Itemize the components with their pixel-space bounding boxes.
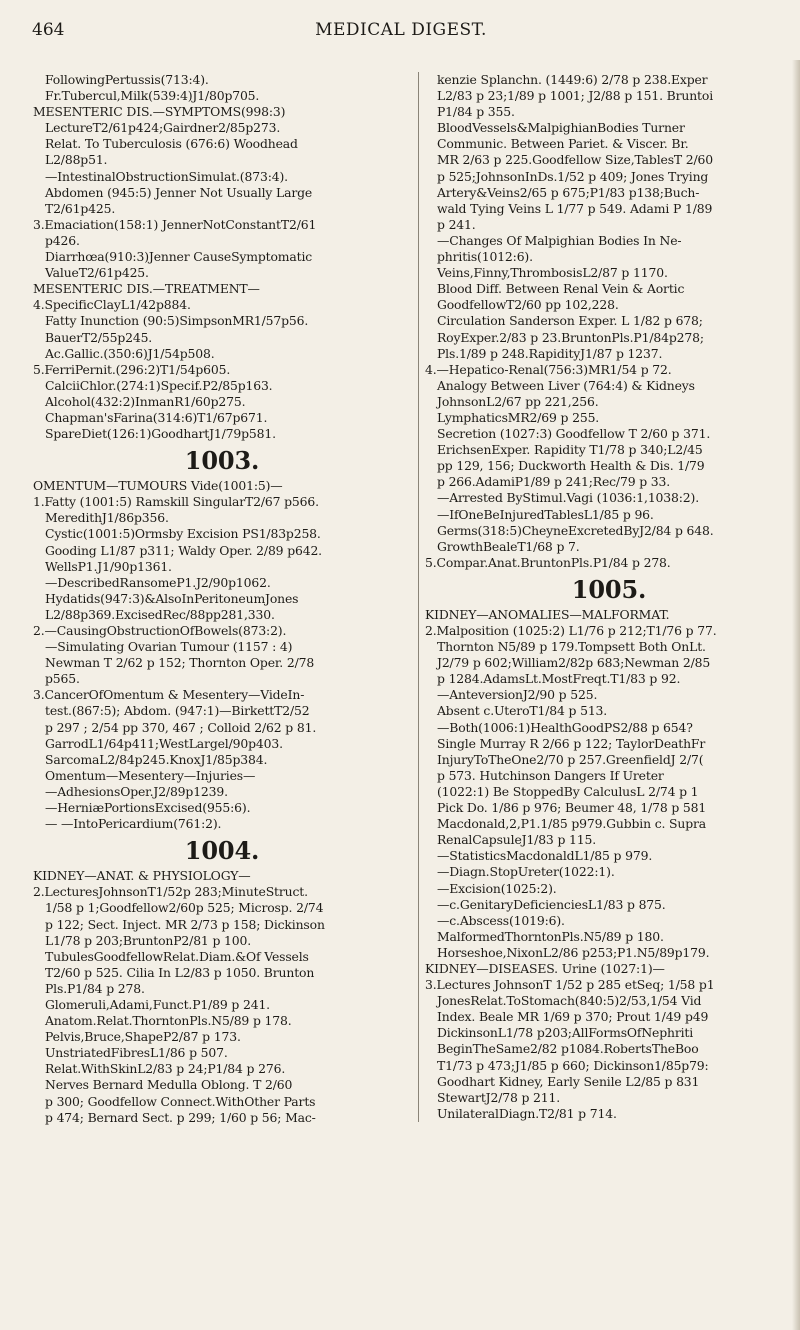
index-line: Analogy Between Liver (764:4) & Kidneys: [437, 377, 695, 393]
index-line: phritis(1012:6).: [437, 249, 533, 265]
index-line: BauerT2/55p245.: [45, 329, 153, 345]
index-line: L2/88p369.ExcisedRec/88pp281,330.: [45, 606, 275, 622]
running-title: MEDICAL DIGEST.: [315, 20, 487, 40]
index-line: Hydatids(947:3)&AlsoInPeritoneumJones: [45, 590, 299, 606]
index-line: p 300; Goodfellow Connect.WithOther Parts: [45, 1093, 316, 1109]
index-line: —Arrested ByStimul.Vagi (1036:1,1038:2).: [437, 490, 699, 506]
index-line: p 573. Hutchinson Dangers If Ureter: [437, 767, 664, 783]
index-line: Index. Beale MR 1/69 p 370; Prout 1/49 p49: [437, 1009, 709, 1025]
index-line: Relat.WithSkinL2/83 p 24;P1/84 p 276.: [45, 1061, 286, 1077]
index-line: Macdonald,2,P1.1/85 p979.Gubbin c. Supra: [437, 816, 707, 832]
index-line: UnstriatedFibresL1/86 p 507.: [45, 1045, 228, 1061]
index-line: Pls.1/89 p 248.RapidityJ1/87 p 1237.: [437, 345, 663, 361]
index-line: Omentum—Mesentery—Injuries—: [45, 767, 256, 783]
index-line: —HerniæPortionsExcised(955:6).: [45, 800, 251, 816]
index-line: Fatty Inunction (90:5)SimpsonMR1/57p56.: [45, 313, 309, 329]
index-line: Abdomen (945:5) Jenner Not Usually Large: [45, 184, 313, 200]
index-line: p 525;JohnsonInDs.1/52 p 409; Jones Trying: [437, 168, 709, 184]
index-line: UnilateralDiagn.T2/81 p 714.: [437, 1105, 617, 1121]
index-line: LymphaticsMR2/69 p 255.: [437, 409, 600, 425]
index-line: Chapman'sFarina(314:6)T1/67p671.: [45, 409, 268, 425]
index-line: MR 2/63 p 225.Goodfellow Size,TablesT 2/60: [437, 152, 714, 168]
index-line: p 266.AdamiP1/89 p 241;Rec/79 p 33.: [437, 474, 671, 490]
index-line: 2.LecturesJohnsonT1/52p 283;MinuteStruct.: [33, 884, 308, 900]
page-edge-shadow: [792, 60, 800, 1330]
index-line: —Simulating Ovarian Tumour (1157 : 4): [45, 639, 293, 655]
index-line: Anatom.Relat.ThorntonPls.N5/89 p 178.: [45, 1013, 292, 1029]
index-line: 4.SpecificClayL1/42p884.: [33, 297, 191, 313]
index-line: Secretion (1027:3) Goodfellow T 2/60 p 371.: [437, 426, 711, 442]
index-line: CalciiChlor.(274:1)Specif.P2/85p163.: [45, 377, 273, 393]
index-line: —StatisticsMacdonaldL1/85 p 979.: [437, 848, 653, 864]
index-line: —AdhesionsOper.J2/89p1239.: [45, 783, 228, 799]
index-line: KIDNEY—ANOMALIES—MALFORMAT.: [425, 606, 670, 622]
index-line: DickinsonL1/78 p203;AllFormsOfNephriti: [437, 1025, 694, 1041]
index-line: RoyExper.2/83 p 23.BruntonPls.P1/84p278;: [437, 329, 704, 345]
index-line: —IntestinalObstructionSimulat.(873:4).: [45, 168, 288, 184]
index-line: T1/73 p 473;J1/85 p 660; Dickinson1/85p79:: [437, 1057, 709, 1073]
index-line: Relat. To Tuberculosis (676:6) Woodhead: [45, 136, 298, 152]
index-line: test.(867:5); Abdom. (947:1)—BirkettT2/52: [45, 703, 310, 719]
index-line: Absent c.UteroT1/84 p 513.: [437, 703, 608, 719]
index-line: MalformedThorntonPls.N5/89 p 180.: [437, 928, 664, 944]
index-line: 3.Emaciation(158:1) JennerNotConstantT2/61: [33, 216, 317, 232]
index-line: wald Tying Veins L 1/77 p 549. Adami P 1/89: [437, 200, 713, 216]
index-line: MESENTERIC DIS.—SYMPTOMS(998:3): [33, 104, 286, 120]
index-line: Ac.Gallic.(350:6)J1/54p508.: [45, 345, 215, 361]
index-line: J2/79 p 602;William2/82p 683;Newman 2/85: [437, 655, 711, 671]
index-line: 5.Compar.Anat.BruntonPls.P1/84 p 278.: [425, 554, 671, 570]
index-line: ValueT2/61p425.: [45, 265, 149, 281]
index-line: RenalCapsuleJ1/83 p 115.: [437, 832, 597, 848]
index-line: Cystic(1001:5)Ormsby Excision PS1/83p258.: [45, 526, 321, 542]
index-line: p 1284.AdamsLt.MostFreqt.T1/83 p 92.: [437, 671, 681, 687]
index-line: (1022:1) Be StoppedBy CalculusL 2/74 p 1: [437, 783, 699, 799]
index-line: 2.Malposition (1025:2) L1/76 p 212;T1/76 p 77.: [425, 623, 717, 638]
index-line: Diarrhœa(910:3)Jenner CauseSymptomatic: [45, 249, 313, 265]
index-line: Circulation Sanderson Exper. L 1/82 p 678;: [437, 313, 703, 329]
index-line: 3.CancerOfOmentum & Mesentery—VideIn-: [33, 687, 305, 703]
index-line: 5.FerriPernit.(296:2)T1/54p605.: [33, 361, 231, 377]
index-line: 2.—CausingObstructionOfBowels(873:2).: [33, 623, 287, 638]
index-line: 1/58 p 1;Goodfellow2/60p 525; Microsp. 2/74: [45, 900, 324, 916]
index-line: StewartJ2/78 p 211.: [437, 1089, 561, 1105]
index-line: Artery&Veins2/65 p 675;P1/83 p138;Buch-: [437, 184, 700, 200]
index-line: L1/78 p 203;BruntonP2/81 p 100.: [45, 932, 252, 948]
index-line: — —IntoPericardium(761:2).: [45, 816, 222, 832]
index-line: GarrodL1/64p411;WestLargel/90p403.: [45, 735, 283, 751]
index-line: TubulesGoodfellowRelat.Diam.&Of Vessels: [45, 948, 309, 964]
index-line: —c.GenitaryDeficienciesL1/83 p 875.: [437, 896, 666, 912]
index-line: KIDNEY—DISEASES. Urine (1027:1)—: [425, 960, 665, 976]
index-line: WellsP1.J1/90p1361.: [45, 558, 172, 574]
left-column: [33, 72, 411, 1126]
index-line: —Changes Of Malpighian Bodies In Ne-: [437, 232, 682, 248]
index-line: Pelvis,Bruce,ShapeP2/87 p 173.: [45, 1029, 241, 1045]
index-line: FollowingPertussis(713:4).: [45, 72, 209, 87]
index-line: 4.—Hepatico-Renal(756:3)MR1/54 p 72.: [425, 361, 672, 377]
index-line: —Excision(1025:2).: [437, 880, 557, 896]
index-line: —Diagn.StopUreter(1022:1).: [437, 864, 615, 880]
page-number: 464: [32, 20, 65, 40]
index-line: GrowthBealeT1/68 p 7.: [437, 538, 580, 554]
index-line: 1.Fatty (1001:5) Ramskill SingularT2/67 p566.: [33, 494, 319, 510]
page-header: [32, 20, 770, 52]
index-line: ErichsenExper. Rapidity T1/78 p 340;L2/45: [437, 442, 703, 458]
index-line: Pick Do. 1/86 p 976; Beumer 48, 1/78 p 581: [437, 800, 707, 816]
index-line: Thornton N5/89 p 179.Tompsett Both OnLt.: [437, 639, 706, 655]
index-line: p 241.: [437, 216, 476, 232]
index-line: Newman T 2/62 p 152; Thornton Oper. 2/78: [45, 655, 315, 671]
section-number: 1004.: [184, 836, 260, 866]
index-line: Glomeruli,Adami,Funct.P1/89 p 241.: [45, 996, 270, 1012]
index-line: —Both(1006:1)HealthGoodPS2/88 p 654?: [437, 719, 693, 735]
index-line: BeginTheSame2/82 p1084.RobertsTheBoo: [437, 1041, 699, 1057]
index-line: SarcomaL2/84p245.KnoxJ1/85p384.: [45, 751, 268, 767]
index-line: pp 129, 156; Duckworth Health & Dis. 1/79: [437, 458, 705, 474]
index-line: LectureT2/61p424;Gairdner2/85p273.: [45, 120, 281, 136]
index-line: MeredithJ1/86p356.: [45, 510, 169, 526]
index-line: Blood Diff. Between Renal Vein & Aortic: [437, 281, 685, 297]
index-line: Veins,Finny,ThrombosisL2/87 p 1170.: [437, 265, 668, 281]
index-line: 3.Lectures JohnsonT 1/52 p 285 etSeq; 1/58 p1: [425, 977, 715, 993]
index-line: Pls.P1/84 p 278.: [45, 980, 145, 996]
index-line: Germs(318:5)CheyneExcretedByJ2/84 p 648.: [437, 522, 714, 538]
index-line: Nerves Bernard Medulla Oblong. T 2/60: [45, 1077, 293, 1093]
section-number: 1003.: [184, 446, 260, 476]
index-line: p 297 ; 2/54 pp 370, 467 ; Colloid 2/62 p 81.: [45, 719, 317, 735]
index-line: Goodhart Kidney, Early Senile L2/85 p 831: [437, 1073, 700, 1089]
index-line: Single Murray R 2/66 p 122; TaylorDeathFr: [437, 735, 706, 751]
index-line: p565.: [45, 671, 80, 687]
index-line: P1/84 p 355.: [437, 104, 515, 120]
index-line: p426.: [45, 232, 80, 248]
index-line: KIDNEY—ANAT. & PHYSIOLOGY—: [33, 868, 251, 884]
index-line: p 122; Sect. Inject. MR 2/73 p 158; Dickinson: [45, 916, 325, 932]
index-line: SpareDiet(126:1)GoodhartJ1/79p581.: [45, 426, 276, 442]
index-line: L2/88p51.: [45, 152, 108, 168]
index-line: L2/83 p 23;1/89 p 1001; J2/88 p 151. Bruntoi: [437, 88, 714, 104]
index-line: T2/61p425.: [45, 200, 116, 216]
index-line: p 474; Bernard Sect. p 299; 1/60 p 56; Mac-: [45, 1109, 316, 1125]
index-line: InjuryToTheOne2/70 p 257.GreenfieldJ 2/7(: [437, 751, 704, 767]
index-line: Alcohol(432:2)InmanR1/60p275.: [45, 393, 246, 409]
index-line: —AnteversionJ2/90 p 525.: [437, 687, 598, 703]
index-line: —c.Abscess(1019:6).: [437, 912, 565, 928]
index-line: BloodVessels&MalpighianBodies Turner: [437, 120, 685, 136]
index-line: JohnsonL2/67 pp 221,256.: [437, 393, 599, 409]
index-line: Gooding L1/87 p311; Waldy Oper. 2/89 p642.: [45, 542, 322, 558]
index-line: MESENTERIC DIS.—TREATMENT—: [33, 281, 260, 297]
index-line: kenzie Splanchn. (1449:6) 2/78 p 238.Exper: [437, 72, 708, 87]
index-line: Fr.Tubercul,Milk(539:4)J1/80p705.: [45, 88, 260, 104]
section-number: 1005.: [571, 574, 647, 604]
index-line: —DescribedRansomeP1.J2/90p1062.: [45, 574, 271, 590]
index-line: —IfOneBeInjuredTablesL1/85 p 96.: [437, 506, 654, 522]
index-line: T2/60 p 525. Cilia In L2/83 p 1050. Brunton: [45, 964, 315, 980]
index-line: JonesRelat.ToStomach(840:5)2/53,1/54 Vid: [437, 993, 702, 1009]
index-line: Horseshoe,NixonL2/86 p253;P1.N5/89p179.: [437, 944, 710, 960]
index-line: GoodfellowT2/60 pp 102,228.: [437, 297, 619, 313]
index-line: OMENTUM—TUMOURS Vide(1001:5)—: [33, 478, 283, 494]
right-column: [418, 72, 793, 1122]
index-line: Communic. Between Pariet. & Viscer. Br.: [437, 136, 689, 152]
